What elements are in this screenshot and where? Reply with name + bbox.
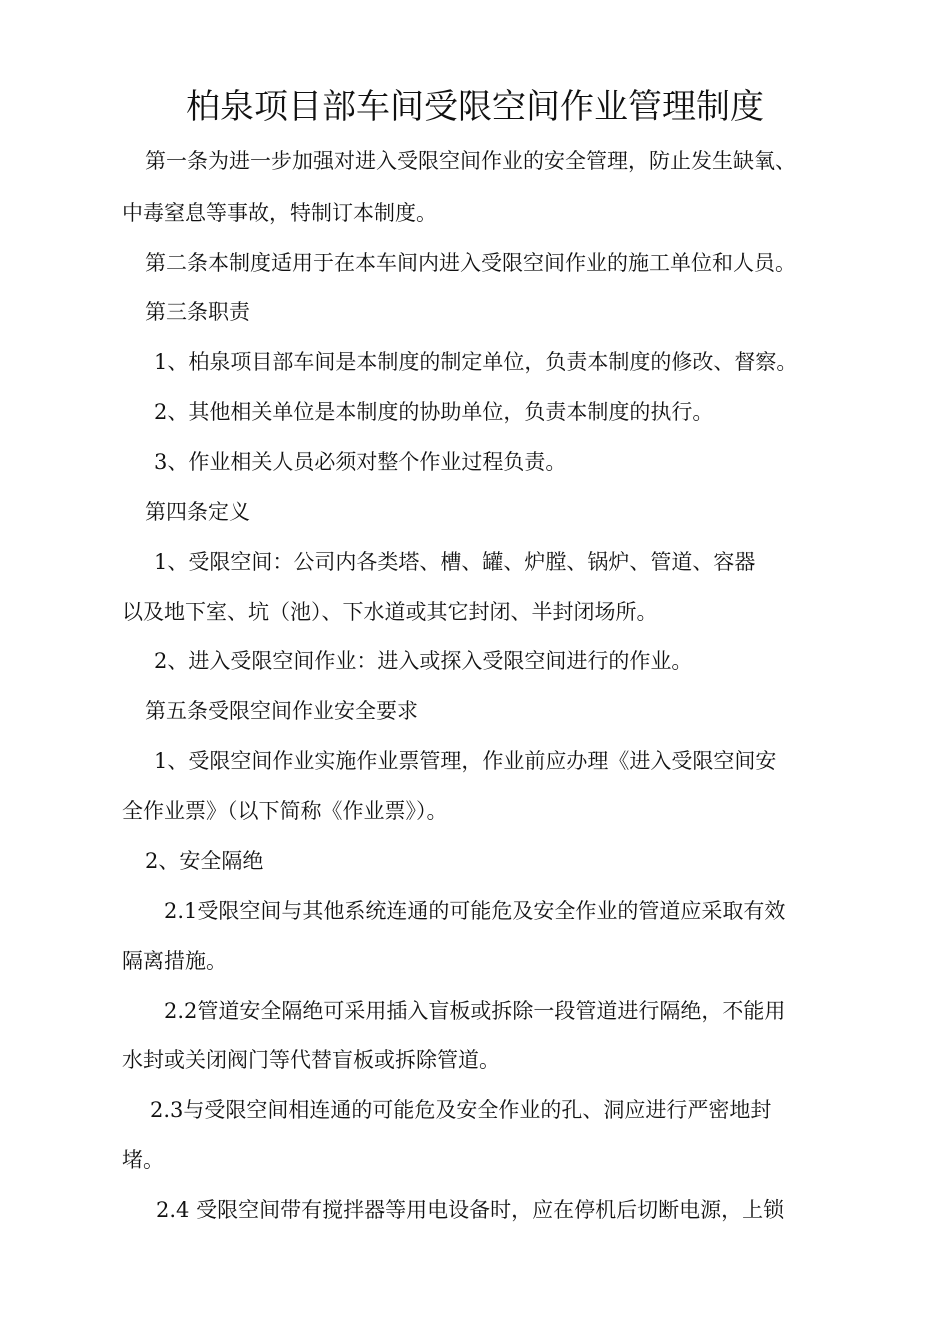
list-item: 1、柏泉项目部车间是本制度的制定单位，负责本制度的修改、督察。 [154,350,798,374]
paragraph-line: 以及地下室、坑（池）、下水道或其它封闭、半封闭场所。 [122,600,658,624]
document-title: 柏泉项目部车间受限空间作业管理制度 [186,87,764,127]
paragraph-line: 全作业票》（以下简称《作业票》）。 [122,799,448,823]
section-heading: 第四条定义 [145,500,250,524]
paragraph-line: 水封或关闭阀门等代替盲板或拆除管道。 [122,1048,500,1072]
list-item: 2.2管道安全隔绝可采用插入盲板或拆除一段管道进行隔绝，不能用 [164,999,786,1023]
list-item: 3、作业相关人员必须对整个作业过程负责。 [154,450,567,474]
paragraph-line: 中毒窒息等事故，特制订本制度。 [122,201,437,225]
paragraph-line: 第一条为进一步加强对进入受限空间作业的安全管理，防止发生缺氧、 [145,149,796,173]
list-item: 2、其他相关单位是本制度的协助单位，负责本制度的执行。 [154,400,714,424]
paragraph-line: 第二条本制度适用于在本车间内进入受限空间作业的施工单位和人员。 [145,251,796,275]
list-item: 2、进入受限空间作业：进入或探入受限空间进行的作业。 [154,649,693,673]
list-item: 2.4 受限空间带有搅拌器等用电设备时，应在停机后切断电源，上锁 [156,1198,785,1222]
section-heading: 第五条受限空间作业安全要求 [145,699,418,723]
paragraph-line: 堵。 [122,1148,164,1172]
list-item: 1、受限空间作业实施作业票管理，作业前应办理《进入受限空间安 [154,749,777,773]
section-heading: 第三条职责 [145,300,250,324]
paragraph-line: 隔离措施。 [122,949,227,973]
list-item: 1、受限空间：公司内各类塔、槽、罐、炉膛、锅炉、管道、容器 [154,550,756,574]
list-item: 2.3与受限空间相连通的可能危及安全作业的孔、洞应进行严密地封 [150,1098,772,1122]
list-item: 2、安全隔绝 [145,849,264,873]
list-item: 2.1受限空间与其他系统连通的可能危及安全作业的管道应采取有效 [164,899,786,923]
